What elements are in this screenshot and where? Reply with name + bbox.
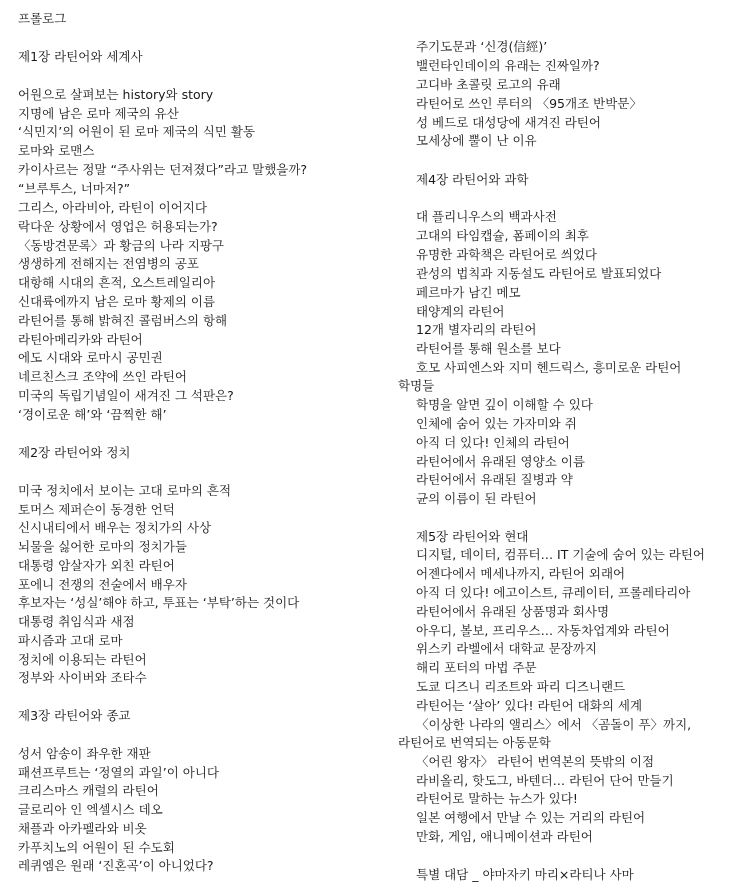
toc-entry: 호모 사피엔스와 지미 헨드릭스, 흥미로운 라틴어 <box>416 360 682 375</box>
toc-entry: 라틴아메리카와 라틴어 <box>18 332 143 347</box>
toc-entry: 학명을 알면 깊이 이해할 수 있다 <box>416 397 593 412</box>
toc-chapter-heading: 제4장 라틴어와 과학 <box>416 172 529 187</box>
toc-entry: 라틴어는 ‘살아’ 있다! 라틴어 대화의 세계 <box>416 698 643 713</box>
toc-entry: 어젠다에서 메세나까지, 라틴어 외래어 <box>416 566 626 581</box>
toc-entry: 어원으로 살펴보는 history와 story <box>18 87 214 102</box>
toc-chapter-heading: 제1장 라틴어와 세계사 <box>18 49 143 64</box>
toc-entry: 라틴어로 말하는 뉴스가 있다! <box>416 791 578 806</box>
toc-entry: 〈이상한 나라의 앨리스〉에서 〈곰돌이 푸〉까지, <box>416 717 692 732</box>
toc-entry: 카이사르는 정말 “주사위는 던져졌다”라고 말했을까? <box>18 162 308 177</box>
toc-entry: 라틴어에서 유래된 상품명과 회사명 <box>416 604 610 619</box>
toc-entry: 라틴어로 쓰인 루터의 〈95개조 반박문〉 <box>416 96 642 111</box>
toc-entry: 페르마가 남긴 메모 <box>416 285 521 300</box>
toc-entry: 만화, 게임, 애니메이션과 라틴어 <box>416 829 593 844</box>
toc-entry: 성서 암송이 좌우한 재판 <box>18 746 151 761</box>
toc-entry: 라비올리, 핫도그, 바텐더… 라틴어 단어 만들기 <box>416 773 674 788</box>
toc-entry: 대항해 시대의 흔적, 오스트레일리아 <box>18 275 216 290</box>
toc-entry: 고대의 타임캡슐, 폼페이의 최후 <box>416 228 589 243</box>
toc-entry: 디지털, 데이터, 컴퓨터… IT 기술에 숨어 있는 라틴어 <box>416 547 706 562</box>
toc-chapter-heading: 제3장 라틴어와 종교 <box>18 708 131 723</box>
toc-entry: 태양계의 라틴어 <box>416 304 505 319</box>
toc-entry: 인체에 숨어 있는 가자미와 쥐 <box>416 416 577 431</box>
toc-chapter-heading: 프롤로그 <box>18 11 67 26</box>
toc-entry: 모세상에 뿔이 난 이유 <box>416 133 537 148</box>
toc-entry: 관성의 법칙과 지동설도 라틴어로 발표되었다 <box>416 266 662 281</box>
toc-entry: 락다운 상황에서 영업은 허용되는가? <box>18 219 218 234</box>
toc-entry: 해리 포터의 마법 주문 <box>416 660 537 675</box>
toc-entry: 라틴어를 통해 밝혀진 콜럼버스의 항해 <box>18 313 228 328</box>
toc-entry: 고디바 초콜릿 로고의 유래 <box>416 77 561 92</box>
toc-entry: 뇌물을 싫어한 로마의 정치가들 <box>18 539 187 554</box>
toc-entry: 〈동방견문록〉과 황금의 나라 지팡구 <box>18 238 224 253</box>
toc-entry: 〈어린 왕자〉 라틴어 번역본의 뜻밖의 이점 <box>416 754 655 769</box>
toc-entry: 아직 더 있다! 에고이스트, 큐레이터, 프롤레타리아 <box>416 585 691 600</box>
toc-entry: 대통령 암살자가 외친 라틴어 <box>18 558 175 573</box>
toc-entry: 미국의 독립기념일이 새겨진 그 석판은? <box>18 388 234 403</box>
toc-entry: 일본 여행에서 만날 수 있는 거리의 라틴어 <box>416 810 646 825</box>
toc-entry: 토머스 제퍼슨이 동경한 언덕 <box>18 502 175 517</box>
toc-entry: 신시내티에서 배우는 정치가의 사상 <box>18 520 212 535</box>
toc-chapter-heading: 제5장 라틴어와 현대 <box>416 529 529 544</box>
toc-chapter-heading: 제2장 라틴어와 정치 <box>18 445 131 460</box>
toc-entry: ‘경이로운 해’와 ‘끔찍한 해’ <box>18 407 167 422</box>
toc-entry: 라틴어에서 유래된 질병과 약 <box>416 472 573 487</box>
toc-entry: 미국 정치에서 보이는 고대 로마의 흔적 <box>18 483 232 498</box>
toc-entry: 크리스마스 캐럴의 라틴어 <box>18 783 159 798</box>
toc-entry: 후보자는 ‘성실’해야 하고, 투표는 ‘부탁’하는 것이다 <box>18 595 300 610</box>
toc-entry: 레퀴엠은 원래 ‘진혼곡’이 아니었다? <box>18 858 214 873</box>
toc-entry: 에도 시대와 로마시 공민권 <box>18 350 163 365</box>
toc-entry: 주기도문과 ‘신경(信經)’ <box>416 39 548 54</box>
toc-entry: 아우디, 볼보, 프리우스… 자동차업계와 라틴어 <box>416 623 670 638</box>
toc-entry: 성 베드로 대성당에 새겨진 라틴어 <box>416 115 601 130</box>
toc-entry: 유명한 과학책은 라틴어로 씌었다 <box>416 247 597 262</box>
toc-chapter-heading: 특별 대담 _ 야마자키 마리×라티나 사마 <box>416 867 634 882</box>
toc-entry: “브루투스, 너마저?” <box>18 181 131 196</box>
toc-entry: 라틴어로 번역되는 아동문학 <box>398 735 551 750</box>
toc-entry: ‘식민지’의 어원이 된 로마 제국의 식민 활동 <box>18 124 256 139</box>
toc-entry: 학명들 <box>398 378 435 393</box>
toc-entry: 라틴어에서 유래된 영양소 이름 <box>416 454 585 469</box>
toc-entry: 대 플리니우스의 백과사전 <box>416 209 557 224</box>
toc-entry: 지명에 남은 로마 제국의 유산 <box>18 106 179 121</box>
toc-entry: 생생하게 전해지는 전염병의 공포 <box>18 256 199 271</box>
toc-entry: 정치에 이용되는 라틴어 <box>18 652 147 667</box>
toc-entry: 정부와 사이버와 조타수 <box>18 670 147 685</box>
toc-entry: 도쿄 디즈니 리조트와 파리 디즈니랜드 <box>416 679 626 694</box>
toc-entry: 채플과 아카펠라와 비옷 <box>18 821 147 836</box>
toc-entry: 그리스, 아라비아, 라틴이 이어지다 <box>18 200 207 215</box>
toc-entry: 밸런타인데이의 유래는 진짜일까? <box>416 58 600 73</box>
toc-entry: 신대륙에까지 남은 로마 황제의 이름 <box>18 294 216 309</box>
toc-entry: 위스키 라벨에서 대학교 문장까지 <box>416 641 597 656</box>
toc-entry: 라틴어를 통해 원소를 보다 <box>416 341 561 356</box>
toc-entry: 네르친스크 조약에 쓰인 라틴어 <box>18 369 187 384</box>
toc-entry: 파시즘과 고대 로마 <box>18 633 123 648</box>
toc-entry: 패션프루트는 ‘정열의 과일’이 아니다 <box>18 765 219 780</box>
toc-entry: 대통령 취임식과 새점 <box>18 614 135 629</box>
toc-entry: 12개 별자리의 라틴어 <box>416 322 537 337</box>
toc-entry: 포에니 전쟁의 전술에서 배우자 <box>18 577 187 592</box>
toc-entry: 아직 더 있다! 인체의 라틴어 <box>416 435 570 450</box>
toc-entry: 카푸치노의 어원이 된 수도회 <box>18 840 175 855</box>
toc-entry: 글로리아 인 엑셀시스 데오 <box>18 802 163 817</box>
toc-entry: 로마와 로맨스 <box>18 143 95 158</box>
toc-entry: 균의 이름이 된 라틴어 <box>416 491 537 506</box>
